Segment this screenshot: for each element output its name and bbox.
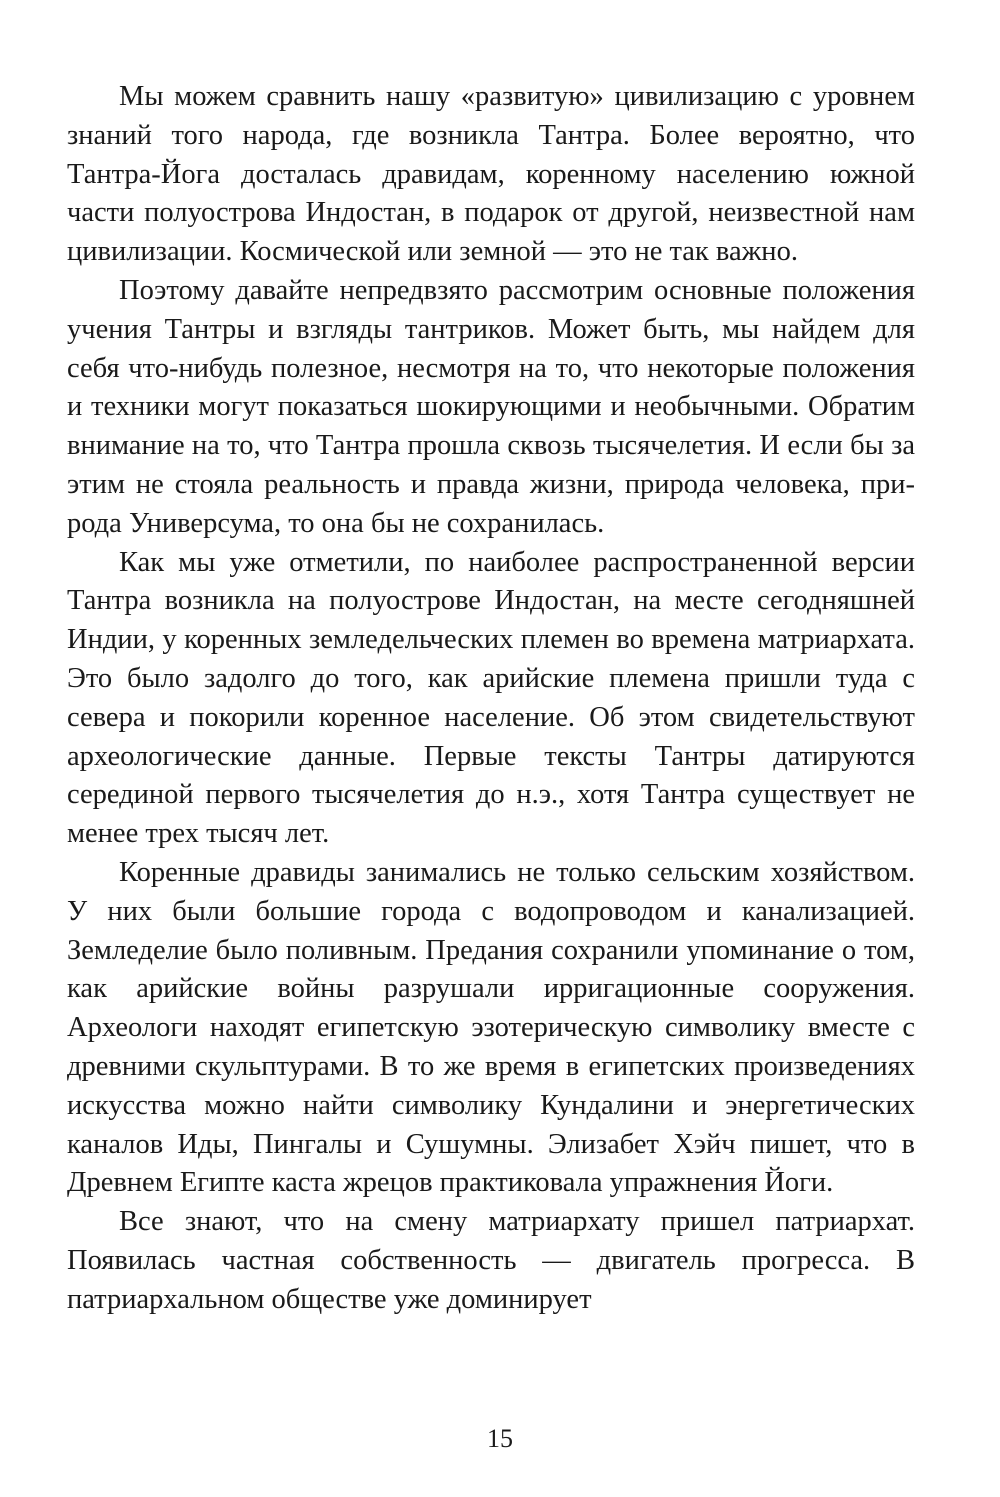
body-text [67, 78, 915, 1320]
paragraph-5: Все знают, что на смену матриархату пришел патриархат. Появилась частная собственность — двигатель прогресса. В патриархальном обществе уже доминирует [67, 1206, 915, 1315]
paragraph-4: Коренные дравиды занимались не только сельским хозяйством. У них были большие города с водопроводом и канализацией. Земледелие было поливным. Предания сохранили упоминание о том, как арийские войны разрушали ирригационные сооружения. Археологи находят египетскую эзотерическую символику вместе с древними скульптурами. В то же время в египетских произведениях искусства можно найти символику Кундалини и энергетических каналов Иды, Пингалы и Сушумны. Элизабет Хэйч пишет, что в Древнем Египте каста жрецов практиковала упражнения Йоги. [67, 856, 915, 1199]
paragraph-2: Поэтому давайте непредвзято рассмотрим основные положения учения Тантры и взгляды тантриков. Может быть, мы найдем для себя что-нибудь полезное, несмотря на то, что некоторые положения и техники могут показаться шокирующими и необычными. Обратим внимание на то, что Тантра прошла сквозь тысячелетия. И если бы за этим не стояла реальность и правда жизни, природа человека, природа Универсума, то она бы не сохранилась. [67, 274, 915, 539]
page-number: 15 [487, 1424, 513, 1453]
paragraph-3: Как мы уже отметили, по наиболее распространенной версии Тантра возникла на полуострове Индостан, на месте сегодняшней Индии, у коренных земледельческих племен во времена матриархата. Это было задолго до того, как арийские племена пришли туда с севера и покорили коренное население. Об этом свидетельствуют археологические данные. Первые тексты Тантры датируются серединой первого тысячелетия до н.э., хотя Тантра существует не менее трех тысяч лет. [67, 546, 915, 850]
paragraph-1: Мы можем сравнить нашу «развитую» цивилизацию с уровнем знаний того народа, где возникла Тантра. Более вероятно, что Тантра-Йога досталась дравидам, коренному населению южной части полуострова Индостан, в подарок от другой, неизвестной нам цивилизации. Космической или земной — это не так важно. [67, 81, 915, 268]
